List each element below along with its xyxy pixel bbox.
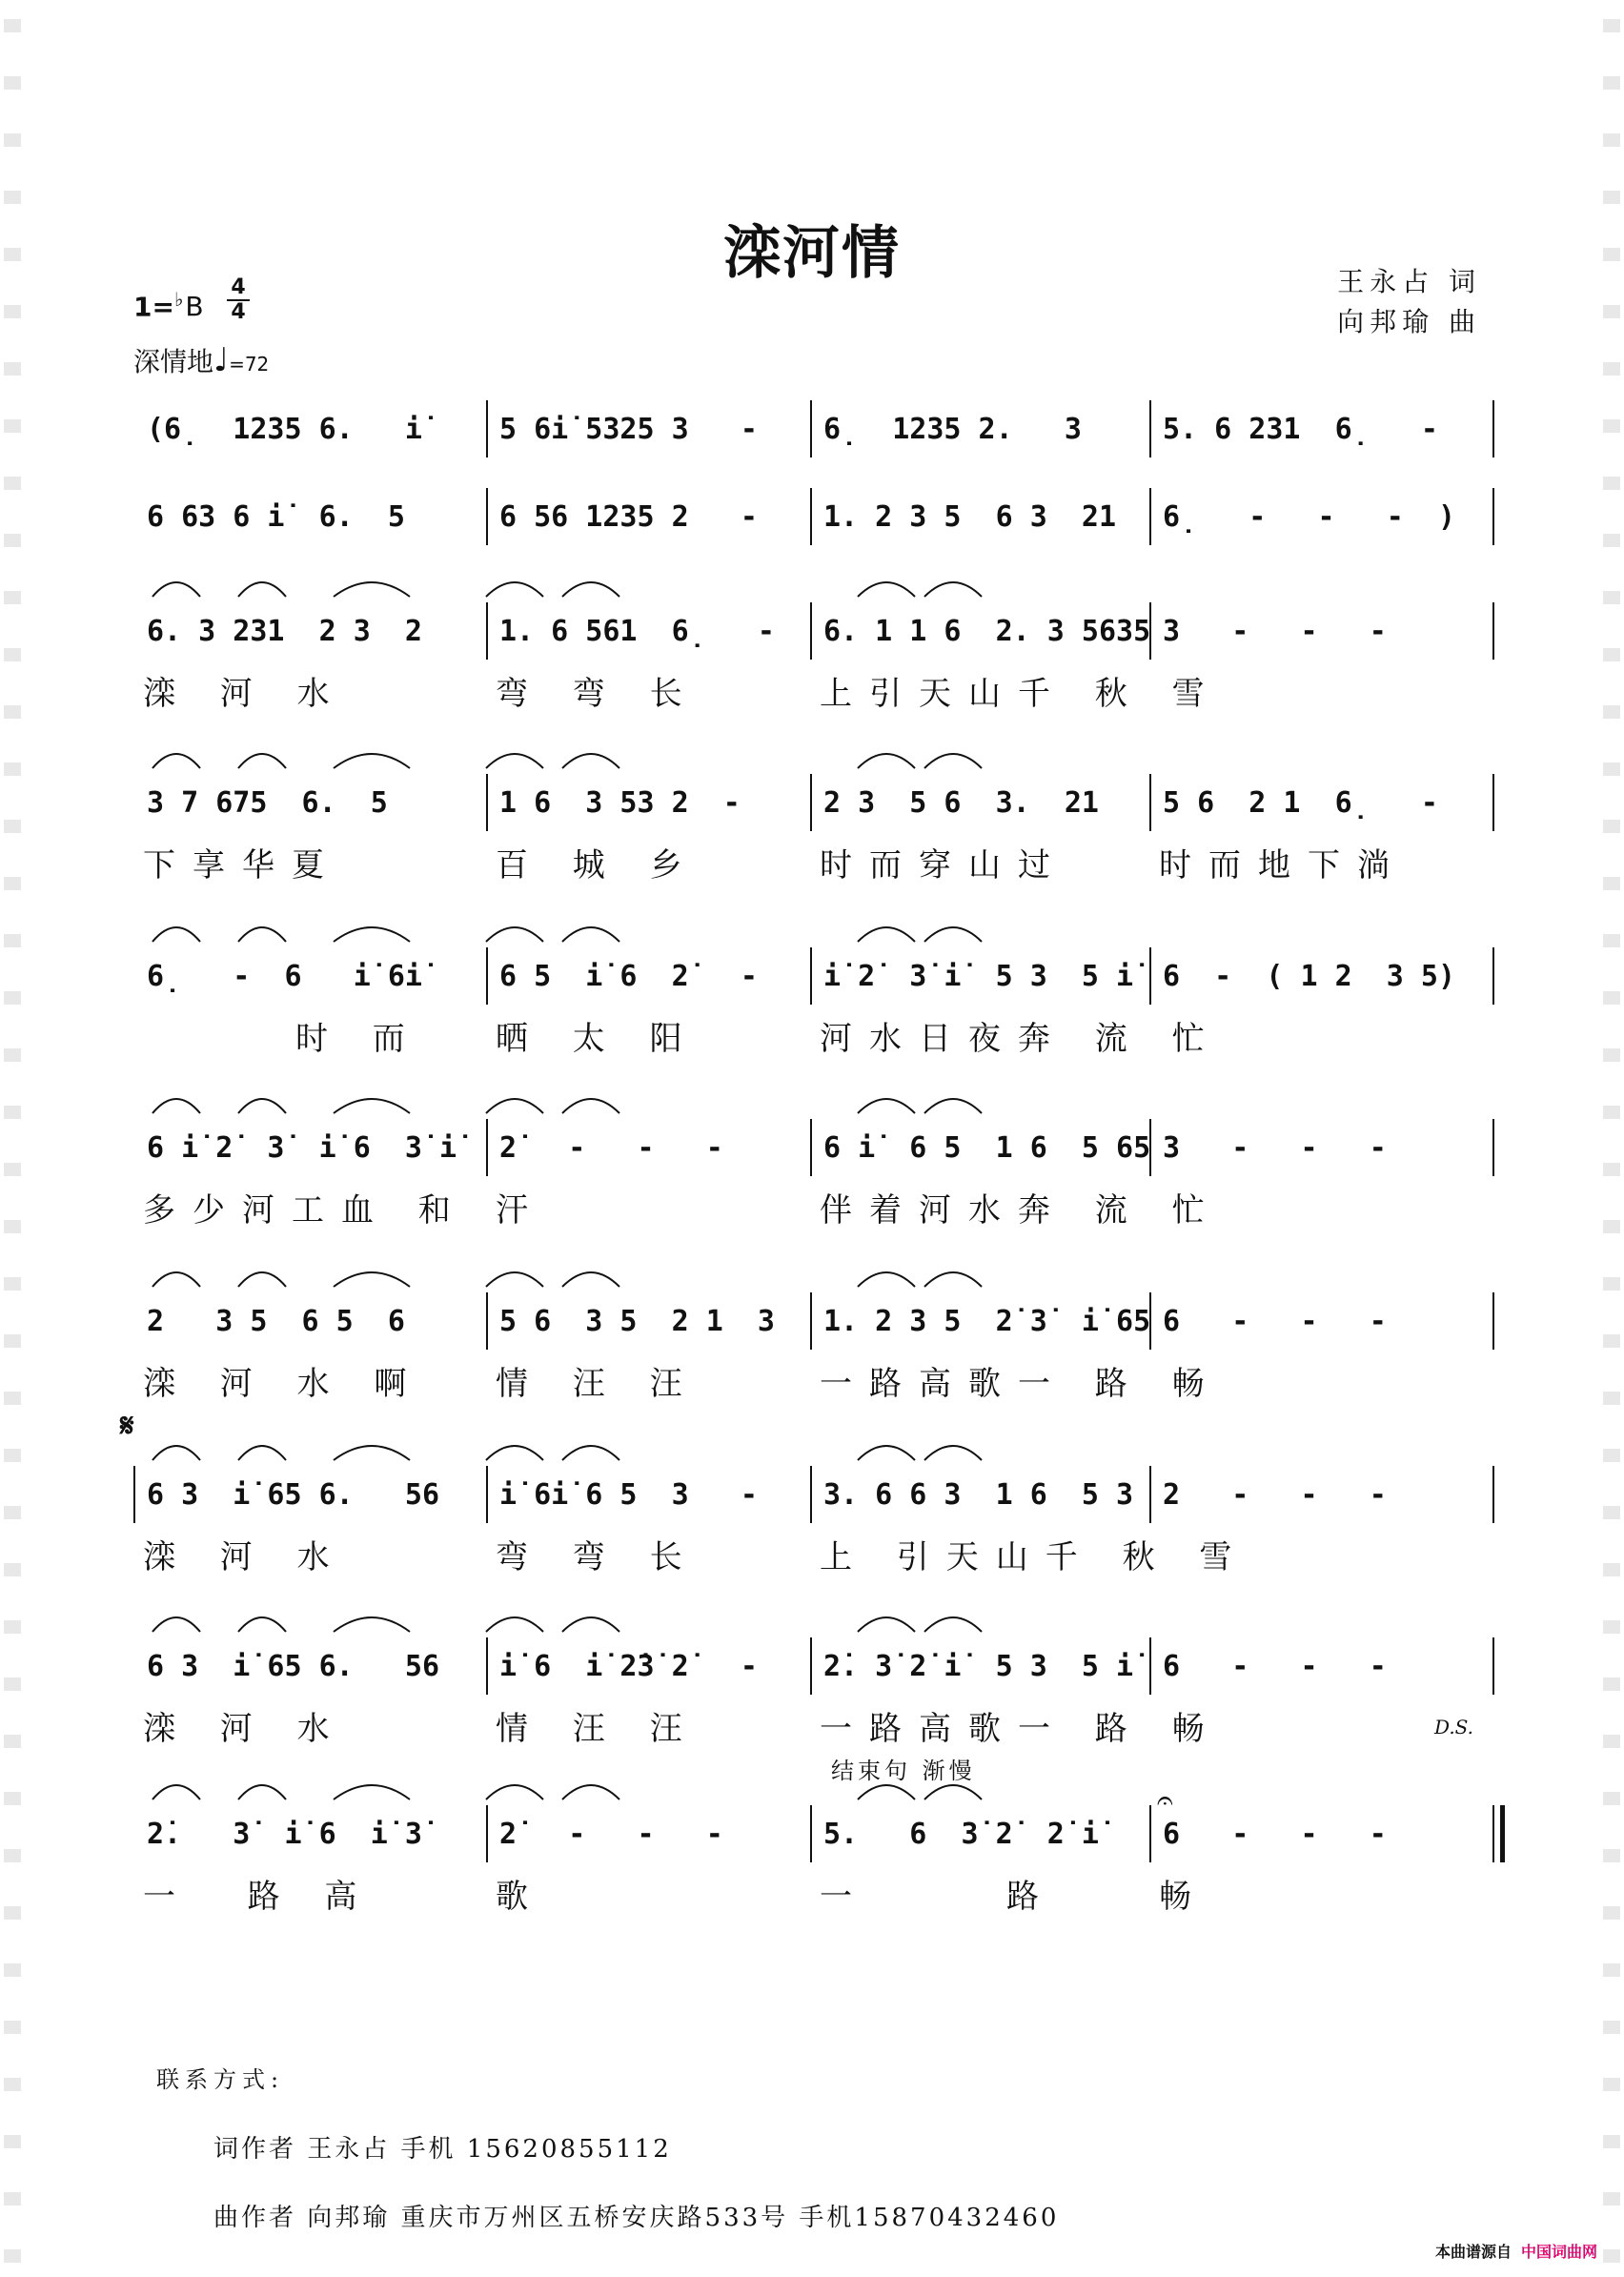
measure-notes: 1. 6 561 6̣ -: [499, 614, 775, 648]
bar-line: [1492, 1466, 1494, 1523]
measure-notes: 2 - - -: [1163, 1477, 1387, 1512]
bar-line: [810, 602, 812, 660]
key-name: B: [185, 291, 204, 323]
measure-notes: 3 - - -: [1163, 1130, 1387, 1165]
notes-row: [133, 947, 1496, 1005]
lyric-phrase: 百 城 乡: [496, 846, 700, 884]
slur-arc: [858, 1617, 915, 1632]
lyric-phrase: 一路高歌一 路 畅: [820, 1365, 1222, 1403]
tempo-text: 深情地: [133, 346, 214, 377]
notes-row: [133, 1292, 1496, 1350]
measure-notes: 6̣ - - - ): [1163, 499, 1456, 534]
bar-line: [486, 1637, 488, 1695]
slur-arc: [858, 754, 915, 768]
notes-row: [133, 774, 1496, 831]
slur-arc: [486, 582, 543, 597]
bar-line: [1149, 947, 1151, 1005]
slur-arc: [924, 1446, 982, 1460]
bar-line: [486, 400, 488, 457]
lyric-phrase: 晒 太 阳: [496, 1020, 700, 1058]
bar-line: [486, 1805, 488, 1862]
lyricist-credit: 王永占 词: [1337, 266, 1481, 297]
measure-notes: 6̣ - 6 i̇ 6i̇: [147, 959, 422, 993]
measure-notes: 6. 3 231 2 3 2: [147, 614, 422, 648]
measure-notes: 5 6i̇ 5325 3 -: [499, 412, 758, 446]
measure-notes: 2̇ - - -: [499, 1130, 723, 1165]
bar-line: [486, 947, 488, 1005]
lyric-phrase: 汗: [496, 1191, 545, 1230]
measure-notes: 5. 6 231 6̣ -: [1163, 412, 1438, 446]
lyric-phrase: 时而穿山过: [820, 846, 1067, 884]
bar-line: [810, 1292, 812, 1350]
bar-line: [1492, 1805, 1505, 1862]
slur-arc: [334, 582, 410, 597]
slur-arc: [924, 1272, 982, 1287]
composer-contact: 曲作者 向邦瑜 重庆市万州区五桥安庆路533号 手机15870432460: [213, 2204, 1060, 2232]
slur-arc: [562, 927, 619, 942]
slur-arc: [562, 1617, 619, 1632]
slur-arc: [562, 1272, 619, 1287]
bar-line: [1492, 488, 1494, 545]
measure-notes: 5. 6 3̇ 2̇ 2̇ i̇: [823, 1817, 1099, 1851]
slur-arc: [334, 1272, 410, 1287]
slur-arc: [858, 1272, 915, 1287]
slur-arc: [486, 754, 543, 768]
measure-notes: i̇ 6 i̇ 2̇3̇ 2̇ -: [499, 1649, 758, 1683]
bar-line: [810, 774, 812, 831]
lyric-phrase: 畅: [1159, 1878, 1208, 1916]
bar-line: [1492, 602, 1494, 660]
slur-arc: [238, 754, 286, 768]
measure-notes: 2 3 5 6 3. 21: [823, 785, 1099, 820]
composer-credit: 向邦瑜 曲: [1337, 306, 1481, 337]
lyric-phrase: 一 路: [820, 1878, 1057, 1916]
measure-notes: 3. 6 6 3 1 6 5 3: [823, 1477, 1134, 1512]
time-signature: [227, 276, 250, 324]
slur-arc: [152, 1446, 200, 1460]
slur-arc: [562, 1099, 619, 1113]
lyric-phrase: 河水日夜奔 流 忙: [820, 1020, 1222, 1058]
slur-layer: [133, 366, 1496, 400]
slur-layer: [133, 1603, 1496, 1637]
bar-line: [810, 1805, 812, 1862]
bar-line: [810, 1466, 812, 1523]
bar-line: [810, 947, 812, 1005]
contact-heading: 联系方式:: [156, 2066, 285, 2093]
lyric-phrase: 歌: [496, 1878, 545, 1916]
lyrics-row: [133, 1012, 1496, 1056]
bar-line: [1149, 400, 1151, 457]
measure-notes: (6̣ 1235 6. i̇: [147, 412, 422, 446]
slur-arc: [486, 1446, 543, 1460]
bar-line: [1492, 400, 1494, 457]
segno-sign: 𝄋: [120, 1407, 134, 1445]
bar-line: [810, 1119, 812, 1176]
bar-line: [1492, 774, 1494, 831]
slur-arc: [152, 1617, 200, 1632]
lyric-phrase: 情 汪 汪: [496, 1365, 700, 1403]
site-name: 中国词曲网: [1520, 2243, 1597, 2261]
slur-layer: [133, 454, 1496, 488]
left-watermark-strip: [4, 0, 21, 2277]
key-signature: [133, 288, 204, 322]
fermata-sign: 𝄐: [1157, 1784, 1173, 1818]
lyric-phrase: 一路高歌一 路 畅: [820, 1710, 1222, 1748]
lyric-phrase: 滦 河 水: [143, 1538, 347, 1576]
measure-notes: 2̇ - - -: [499, 1817, 723, 1851]
slur-arc: [152, 1099, 200, 1113]
measure-notes: 6 - - -: [1163, 1304, 1387, 1338]
measure-notes: 2 3 5 6 5 6: [147, 1304, 405, 1338]
slur-layer: [133, 1085, 1496, 1119]
slur-arc: [924, 1099, 982, 1113]
bar-line: [1149, 602, 1151, 660]
slur-arc: [334, 1446, 410, 1460]
notes-row: [133, 400, 1496, 457]
measure-notes: 1 6 3 53 2 -: [499, 785, 741, 820]
slur-arc: [858, 582, 915, 597]
measure-notes: 1. 2 3 5 2̇ 3̇ i̇ 65: [823, 1304, 1151, 1338]
source-footer: [1435, 2240, 1597, 2262]
measure-notes: 6 63 6 i̇ 6. 5: [147, 499, 405, 534]
notes-row: [133, 1805, 1496, 1862]
slur-layer: [133, 913, 1496, 947]
notes-row: [133, 488, 1496, 545]
measure-notes: 6 - - -: [1163, 1649, 1387, 1683]
slur-arc: [238, 1446, 286, 1460]
slur-layer: [133, 568, 1496, 602]
lyrics-row: [133, 839, 1496, 883]
tempo-value: =72: [229, 353, 270, 376]
lyric-phrase: 弯 弯 长: [496, 1538, 700, 1576]
time-denominator: 4: [231, 300, 246, 324]
slur-arc: [858, 1785, 915, 1799]
slur-arc: [486, 927, 543, 942]
lyric-phrase: 下享华夏: [143, 846, 341, 884]
slur-arc: [152, 1785, 200, 1799]
slur-arc: [858, 1446, 915, 1460]
slur-arc: [238, 927, 286, 942]
lyric-phrase: 一 路 高: [143, 1878, 375, 1916]
lyric-phrase: 伴着河水奔 流 忙: [820, 1191, 1222, 1230]
notes-row: [133, 1466, 1496, 1523]
bar-line: [1492, 1292, 1494, 1350]
slur-arc: [238, 1617, 286, 1632]
bar-line: [1492, 947, 1494, 1005]
lyricist-contact: 词作者 王永占 手机 15620855112: [213, 2135, 672, 2164]
measure-notes: 3 7 675 6. 5: [147, 785, 388, 820]
slur-arc: [152, 1272, 200, 1287]
lyrics-row: [133, 1702, 1496, 1746]
measure-notes: 1. 2 3 5 6 3 21: [823, 499, 1117, 534]
lyric-phrase: 弯 弯 长: [496, 675, 700, 713]
measure-notes: 2̇. 3̇ 2̇ i̇ 5 3 5 i̇: [823, 1649, 1134, 1683]
slur-arc: [562, 1785, 619, 1799]
slur-arc: [924, 1617, 982, 1632]
bar-line: [1492, 1637, 1494, 1695]
slur-layer: [133, 1432, 1496, 1466]
slur-arc: [924, 582, 982, 597]
slur-arc: [924, 1785, 982, 1799]
slur-arc: [858, 1099, 915, 1113]
ending-direction: 结束句 渐慢: [831, 1758, 976, 1784]
lyric-phrase: 上引天山千 秋 雪: [820, 675, 1222, 713]
measure-notes: 6 i̇ 2̇ 3̇ i̇ 6 3̇ i̇: [147, 1130, 457, 1165]
measure-notes: 3 - - -: [1163, 614, 1387, 648]
slur-arc: [486, 1099, 543, 1113]
slur-arc: [924, 754, 982, 768]
slur-arc: [486, 1272, 543, 1287]
slur-arc: [152, 927, 200, 942]
bar-line: [486, 1466, 488, 1523]
notes-row: [133, 1637, 1496, 1695]
measure-notes: 6 - ( 1 2 3 5): [1163, 959, 1456, 993]
bar-line: [810, 400, 812, 457]
slur-layer: [133, 1771, 1496, 1805]
slur-arc: [152, 582, 200, 597]
bar-line: [1149, 1466, 1151, 1523]
bar-line: [486, 774, 488, 831]
source-label: 本曲谱源自: [1434, 2243, 1512, 2261]
lyric-phrase: 滦 河 水: [143, 1710, 347, 1748]
slur-arc: [334, 1617, 410, 1632]
slur-arc: [562, 1446, 619, 1460]
slur-arc: [238, 1272, 286, 1287]
bar-line: [1149, 1119, 1151, 1176]
bar-line: [1492, 1119, 1494, 1176]
bar-line: [1149, 1637, 1151, 1695]
flat-symbol: ♭: [173, 288, 184, 311]
lyrics-row: [133, 1184, 1496, 1228]
measure-notes: i̇ 2̇ 3̇ i̇ 5 3 5 i̇: [823, 959, 1134, 993]
right-watermark-strip: [1603, 0, 1620, 2277]
slur-arc: [238, 1099, 286, 1113]
bar-line: [1149, 488, 1151, 545]
time-numerator: 4: [227, 276, 250, 301]
slur-arc: [924, 927, 982, 942]
bar-line: [486, 1292, 488, 1350]
bar-line: [133, 1466, 135, 1523]
quarter-note-icon: ♩: [213, 341, 230, 379]
measure-notes: 6 i̇ 6 5 1 6 5 65: [823, 1130, 1151, 1165]
slur-arc: [334, 927, 410, 942]
slur-arc: [238, 1785, 286, 1799]
measure-notes: 5 6 2 1 6̣ -: [1163, 785, 1438, 820]
measure-notes: 6 3 i̇ 65 6. 56: [147, 1649, 440, 1683]
lyrics-row: [133, 1357, 1496, 1401]
measure-notes: 6̣ 1235 2. 3: [823, 412, 1082, 446]
slur-arc: [562, 582, 619, 597]
slur-arc: [486, 1785, 543, 1799]
bar-line: [486, 602, 488, 660]
measure-notes: 6 - - -: [1163, 1817, 1387, 1851]
measure-notes: 6 56 1235 2 -: [499, 499, 758, 534]
measure-notes: 6 5 i̇ 6 2̇ -: [499, 959, 758, 993]
bar-line: [486, 488, 488, 545]
ds-marking: D.S.: [1434, 1716, 1474, 1738]
slur-arc: [486, 1617, 543, 1632]
slur-layer: [133, 1258, 1496, 1292]
lyrics-row: [133, 1531, 1496, 1575]
measure-notes: 6 3 i̇ 65 6. 56: [147, 1477, 440, 1512]
bar-line: [1149, 1292, 1151, 1350]
measure-notes: 5 6 3 5 2 1 3: [499, 1304, 775, 1338]
slur-arc: [152, 754, 200, 768]
notes-row: [133, 1119, 1496, 1176]
lyric-phrase: 时而地下淌: [1159, 846, 1407, 884]
lyrics-row: [133, 667, 1496, 711]
slur-arc: [562, 754, 619, 768]
lyric-phrase: 滦 河 水: [143, 675, 347, 713]
bar-line: [486, 1119, 488, 1176]
slur-arc: [238, 582, 286, 597]
key-prefix: 1=: [133, 291, 174, 323]
lyric-phrase: 情 汪 汪: [496, 1710, 700, 1748]
slur-arc: [334, 1099, 410, 1113]
lyric-phrase: 多少河工血 和: [143, 1191, 468, 1230]
bar-line: [810, 1637, 812, 1695]
lyric-phrase: 上 引天山千 秋 雪: [820, 1538, 1249, 1576]
measure-notes: 6. 1 1 6 2. 3 5635: [823, 614, 1151, 648]
bar-line: [1149, 774, 1151, 831]
slur-arc: [334, 754, 410, 768]
song-title: 滦河情: [723, 220, 901, 287]
lyric-phrase: 滦 河 水 啊: [143, 1365, 424, 1403]
bar-line: [810, 488, 812, 545]
lyric-phrase: 时 而: [295, 1020, 422, 1058]
slur-arc: [334, 1785, 410, 1799]
slur-layer: [133, 740, 1496, 774]
bar-line: [1149, 1805, 1151, 1862]
lyrics-row: [133, 1870, 1496, 1914]
measure-notes: 2̇. 3̇ i̇ 6 i̇ 3̇: [147, 1817, 422, 1851]
notes-row: [133, 602, 1496, 660]
measure-notes: i̇ 6i̇ 6 5 3 -: [499, 1477, 758, 1512]
slur-arc: [858, 927, 915, 942]
